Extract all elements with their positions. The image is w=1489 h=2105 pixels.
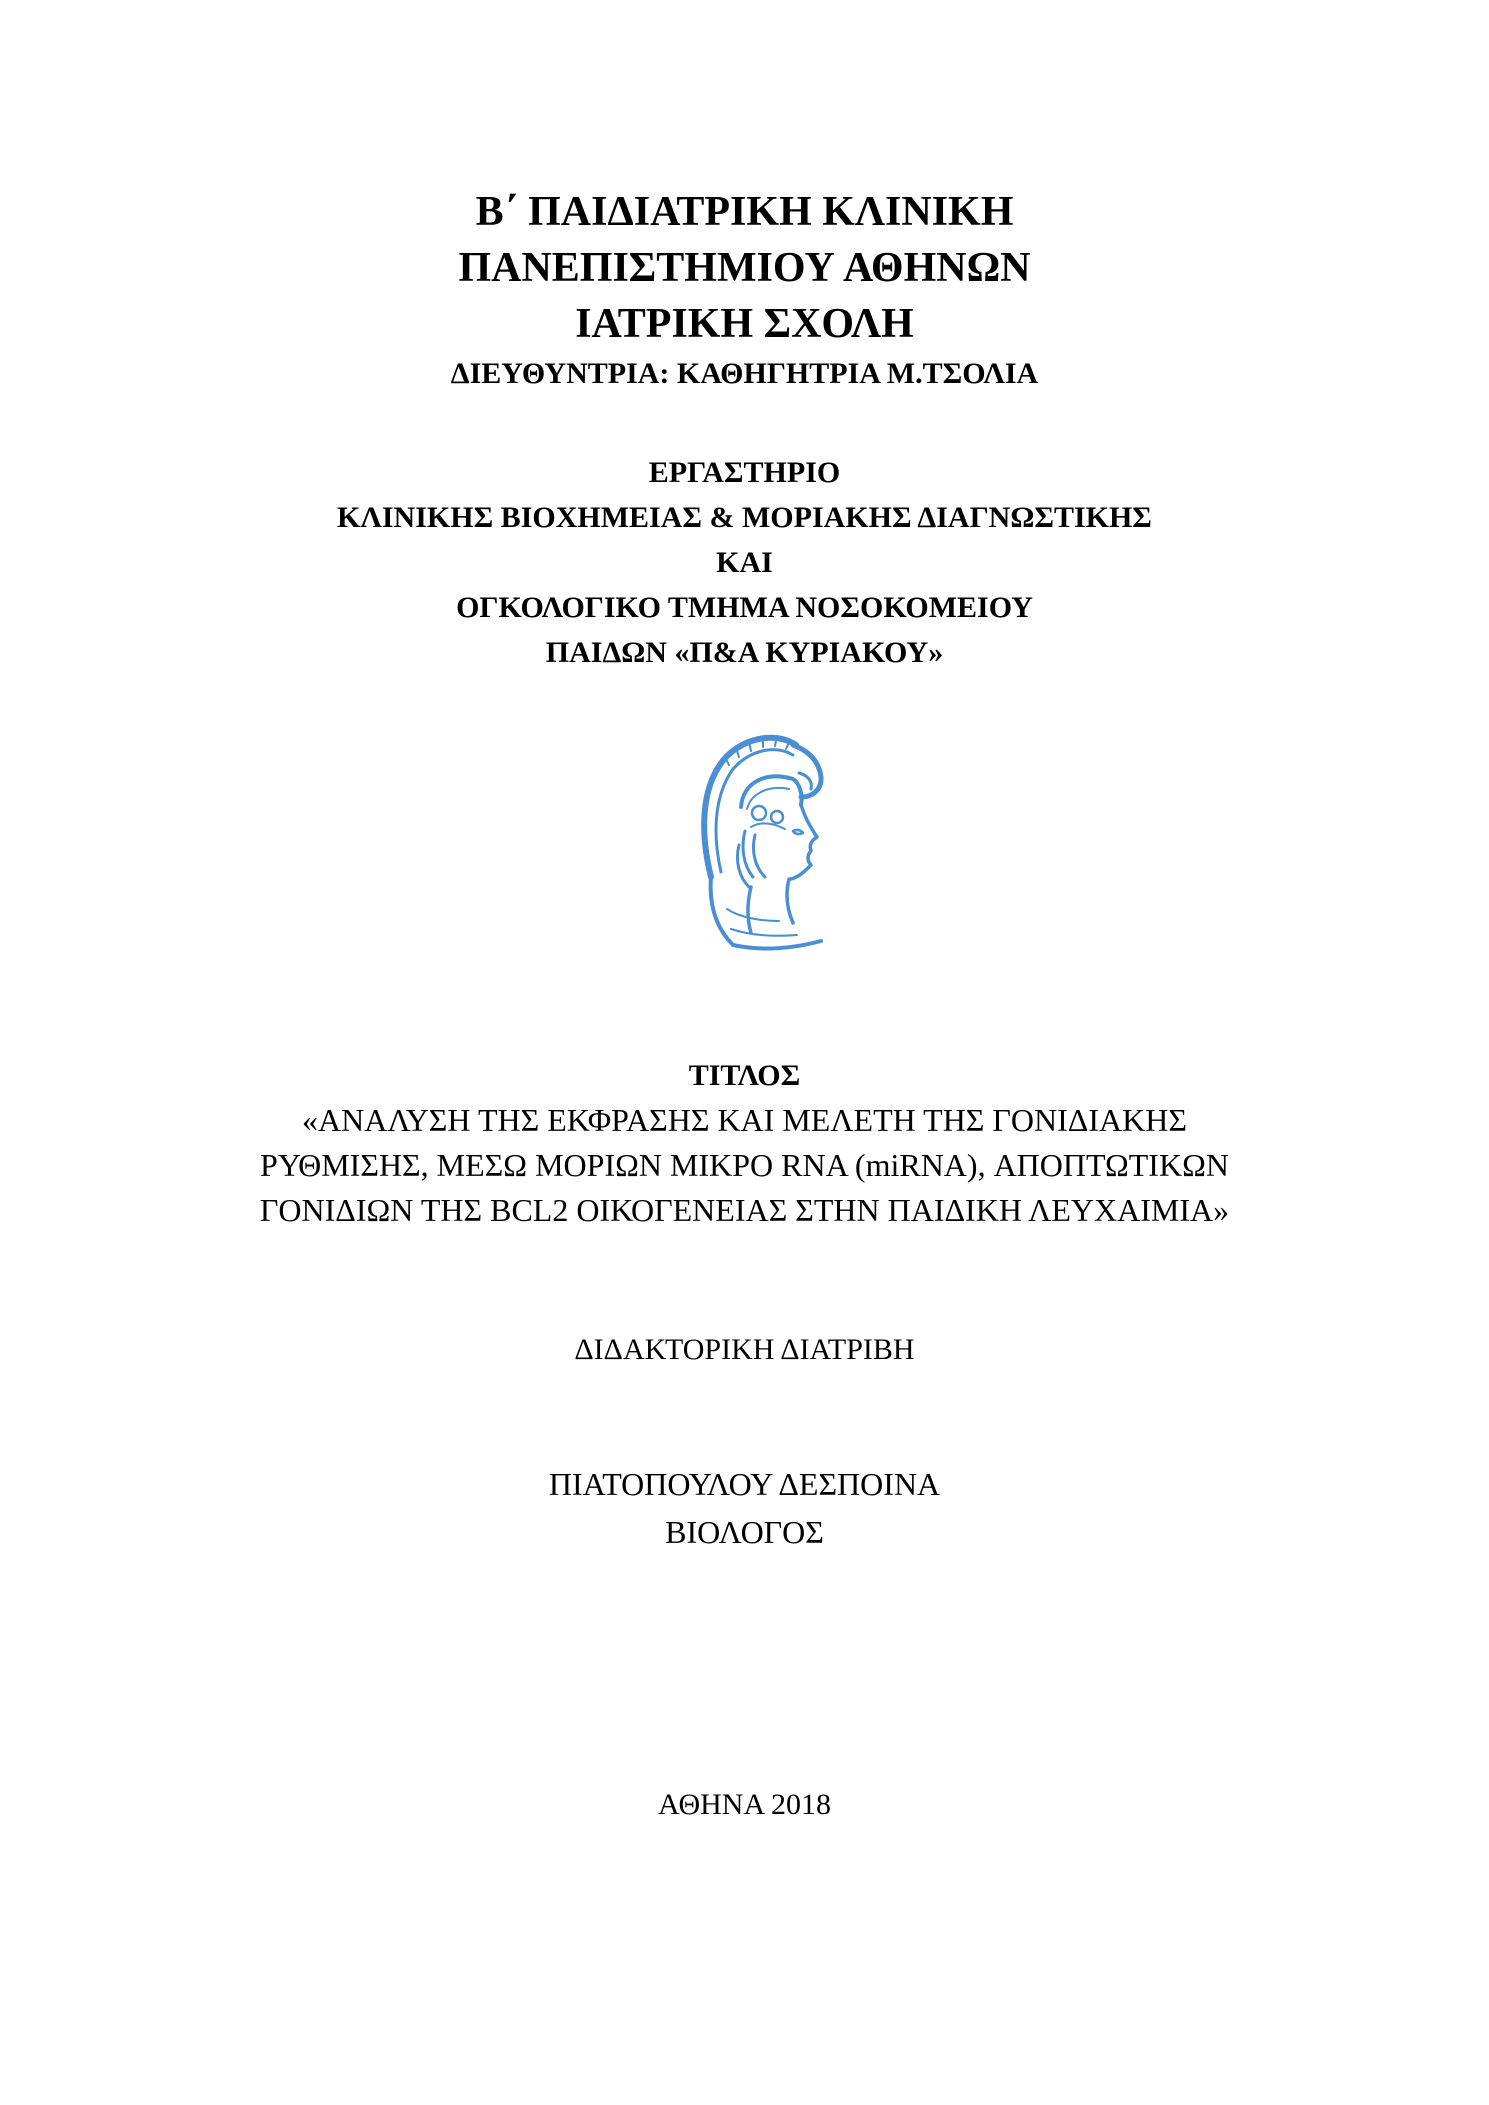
- place-and-date: ΑΘΗΝΑ 2018: [658, 1788, 831, 1821]
- thesis-title-line: «ΑΝΑΛΥΣΗ ΤΗΣ ΕΚΦΡΑΣΗΣ ΚΑΙ ΜΕΛΕΤΗ ΤΗΣ ΓΟΝΙΔΙΑΚΗΣ: [302, 1102, 1187, 1138]
- document-type: ΔΙΔΑΚΤΟΡΙΚΗ ΔΙΑΤΡΙΒΗ: [574, 1333, 915, 1366]
- laboratory-block: [0, 450, 1489, 675]
- thesis-title-line: ΡΥΘΜΙΣΗΣ, ΜΕΣΩ ΜΟΡΙΩΝ ΜΙΚΡΟ RNA (miRNA), ΑΠΟΠΤΩΤΙΚΩΝ: [260, 1147, 1229, 1183]
- clinic-name: Β΄ ΠΑΙΔΙΑΤΡΙΚΗ ΚΛΙΝΙΚΗ: [475, 189, 1014, 235]
- author-profession: ΒΙΟΛΟΓΟΣ: [665, 1514, 824, 1550]
- institution-header: [0, 184, 1489, 396]
- laboratory-line: ΕΡΓΑΣΤΗΡΙΟ: [648, 456, 841, 489]
- author-block: [0, 1460, 1489, 1556]
- thesis-title-line: ΓΟΝΙΔΙΩΝ ΤΗΣ BCL2 ΟΙΚΟΓΕΝΕΙΑΣ ΣΤΗΝ ΠΑΙΔΙΚΗ ΛΕΥΧΑΙΜΙΑ»: [259, 1192, 1230, 1228]
- laboratory-line: ΟΓΚΟΛΟΓΙΚΟ ΤΜΗΜΑ ΝΟΣΟΚΟΜΕΙΟΥ: [456, 591, 1033, 624]
- laboratory-line: ΠΑΙΔΩΝ «Π&Α ΚΥΡΙΑΚΟΥ»: [545, 636, 944, 669]
- title-heading: ΤΙΤΛΟΣ: [688, 1059, 801, 1092]
- laboratory-line: ΚΛΙΝΙΚΗΣ ΒΙΟΧΗΜΕΙΑΣ & ΜΟΡΙΑΚΗΣ ΔΙΑΓΝΩΣΤΙΚΗΣ: [337, 501, 1152, 534]
- university-name: ΠΑΝΕΠΙΣΤΗΜΙΟΥ ΑΘΗΝΩΝ: [458, 245, 1031, 291]
- laboratory-line: ΚΑΙ: [716, 546, 773, 579]
- director-line: ΔΙΕΥΘΥΝΤΡΙΑ: ΚΑΘΗΓΗΤΡΙΑ Μ.ΤΣΟΛΙΑ: [450, 357, 1039, 390]
- thesis-title-block: [0, 1054, 1489, 1233]
- athena-head-emblem-icon: [681, 727, 841, 957]
- school-name: ΙΑΤΡΙΚΗ ΣΧΟΛΗ: [575, 301, 914, 347]
- author-name: ΠΙΑΤΟΠΟΥΛΟΥ ΔΕΣΠΟΙΝΑ: [548, 1466, 941, 1502]
